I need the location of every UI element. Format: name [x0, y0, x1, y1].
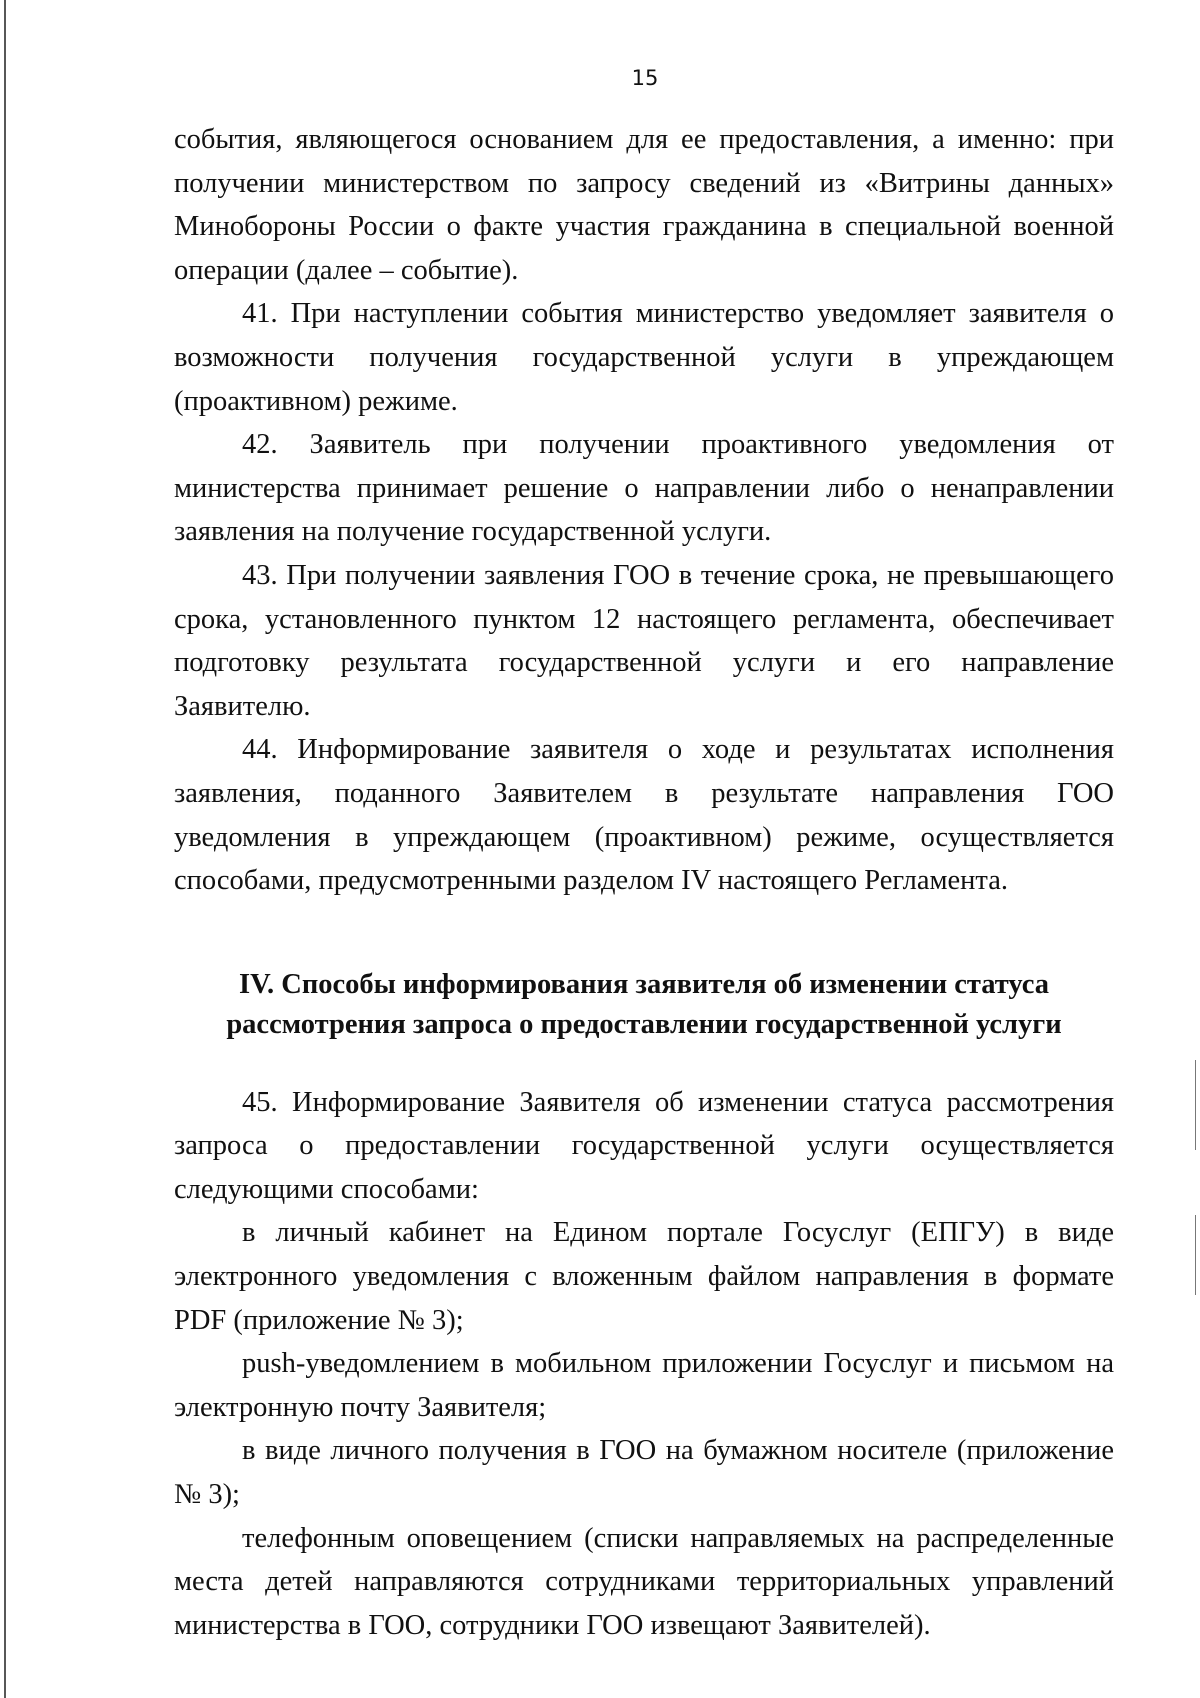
scan-edge-right-upper — [1195, 1060, 1196, 1150]
document-body — [174, 118, 1114, 1647]
paragraph-43: 43. При получении заявления ГОО в течение срока, не превышающего срока, установленного пунктом 12 настоящего регламента, обеспечивает подготовку результата государственной услуги и его направление Заявителю. — [174, 559, 1114, 722]
scan-edge-right-lower — [1195, 1215, 1196, 1295]
section-heading-line-1: IV. Способы информирования заявителя об изменении статуса — [239, 968, 1049, 1000]
list-item-push-notification: push-уведомлением в мобильном приложении Госуслуг и письмом на электронную почту Заявителя; — [174, 1348, 1114, 1423]
section-heading — [174, 965, 1114, 1045]
paragraph-45: 45. Информирование Заявителя об изменении статуса рассмотрения запроса о предоставлении государственной услуги осуществляется следующими способами: — [174, 1086, 1114, 1205]
section-heading-line-2: рассмотрения запроса о предоставлении государственной услуги — [226, 1008, 1062, 1040]
list-item-paper-receipt: в виде личного получения в ГОО на бумажном носителе (приложение № 3); — [174, 1435, 1114, 1511]
paragraph-41: 41. При наступлении события министерство уведомляет заявителя о возможности получения государственной услуги в упреждающем (проактивном) режиме. — [174, 298, 1114, 417]
list-item-personal-account: в личный кабинет на Едином портале Госуслуг (ЕПГУ) в виде электронного уведомления с вложенным файлом направления в формате PDF (приложение № 3); — [174, 1217, 1114, 1336]
paragraph-44: 44. Информирование заявителя о ходе и результатах исполнения заявления, поданного Заявителем в результате направления ГОО уведомления в упреждающем (проактивном) режиме, осуществляется способами, предусмотренными разделом IV настоящего Регламента. — [174, 734, 1114, 897]
paragraph-continuation: события, являющегося основанием для ее предоставления, а именно: при получении министерством по запросу сведений из «Витрины данных» Минобороны России о факте участия гражданина в специальной военной операции (далее – событие). — [174, 124, 1114, 286]
paragraph-42: 42. Заявитель при получении проактивного уведомления от министерства принимает решение о направлении либо о ненаправлении заявления на получение государственной услуги. — [174, 429, 1114, 548]
scan-edge-left — [4, 0, 6, 1698]
list-item-phone-notification: телефонным оповещением (списки направляемых на распределенные места детей направляются сотрудниками территориальных управлений министерства в ГОО, сотрудники ГОО извещают Заявителей). — [174, 1522, 1114, 1641]
page-number: 15 — [631, 66, 659, 90]
